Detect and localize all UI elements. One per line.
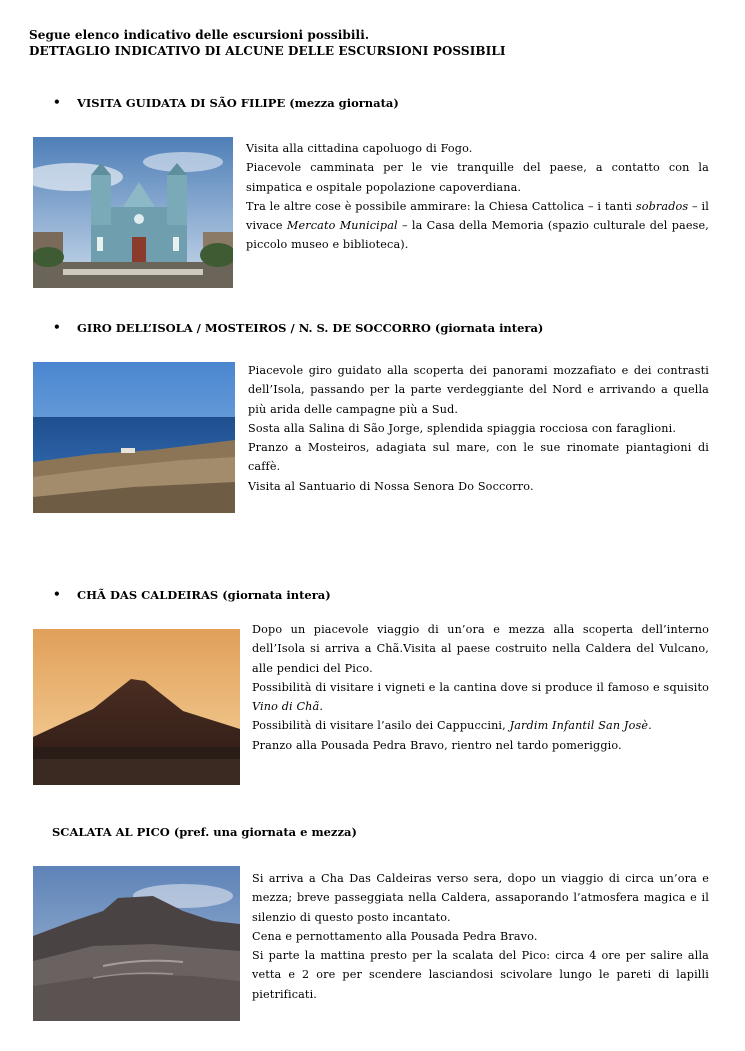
paragraph (252, 716, 709, 735)
text-run: – il vivace (246, 199, 709, 233)
italic-term: Mercato Municipal (286, 219, 398, 233)
paragraph (246, 158, 709, 197)
section-text-cha-das-caldeiras (252, 620, 709, 755)
section-text-giro-isola (248, 361, 709, 496)
paragraph: Pranzo a Mosteiros, adagiata sul mare, con le sue rinomate piantagioni di caffè. (248, 441, 709, 474)
text-run: Pranzo alla Pousada Pedra Bravo, rientro nel tardo pomeriggio. (252, 738, 622, 752)
paragraph: Sosta alla Salina di São Jorge, splendida spiaggia rocciosa con faraglioni. (248, 421, 677, 435)
bullet-3: • (53, 587, 61, 601)
paragraph: Piacevole giro guidato alla scoperta dei panorami mozzafiato e dei contrasti dell’Isola, passando per la parte verdeggiante del Nord e arrivando a quella più arida delle campagne più a Sud. (248, 364, 709, 416)
photo-coast-mosteiros (33, 362, 235, 513)
text-run: . (648, 719, 652, 733)
text-run: Dopo un piacevole viaggio di un’ora e mezza alla scoperta dell’interno dell’Isola si arriva a Chã.Visita al paese costruito nella Caldera del Vulcano, alle pendici del Pico. (252, 623, 709, 675)
text-run: Possibilità di visitare l’asilo dei Cappuccini, (252, 719, 510, 733)
section-title-sao-filipe: VISITA GUIDATA DI SÃO FILIPE (mezza giornata) (77, 96, 399, 110)
paragraph: Cena e pernottamento alla Pousada Pedra Bravo. (252, 929, 538, 943)
header-line-1: Segue elenco indicativo delle escursioni possibili. (29, 28, 370, 42)
text-run: Piacevole camminata per le vie tranquille del paese, a contatto con la simpatica e ospitale popolazione capoverdiana. (246, 161, 709, 194)
paragraph: Si arriva a Cha Das Caldeiras verso sera, dopo un viaggio di circa un’ora e mezza; breve passeggiata nella Caldera, assaporando l’atmosfera magica e il silenzio di questo posto incantato. (252, 872, 709, 924)
paragraph: Si parte la mattina presto per la scalata del Pico: circa 4 ore per salire alla vetta e 2 ore per scendere lasciandosi scivolare lungo le pareti di lapilli pietrificati. (252, 949, 709, 1001)
paragraph (246, 197, 709, 255)
section-title-cha-das-caldeiras: CHÃ DAS CALDEIRAS (giornata intera) (77, 588, 331, 602)
paragraph (252, 736, 709, 755)
photo-pico-volcano-sunset (33, 629, 240, 785)
text-run: – la Casa della Memoria (spazio culturale del paese, piccolo museo e biblioteca). (246, 219, 709, 252)
text-run: Tra le altre cose è possibile ammirare: la Chiesa Cattolica – i tanti (246, 199, 636, 213)
section-title-scalata-pico: SCALATA AL PICO (pref. una giornata e mezza) (52, 825, 357, 839)
text-run: . (319, 700, 324, 714)
paragraph: Visita al Santuario di Nossa Senora Do Soccorro. (248, 479, 534, 493)
bullet-2: • (53, 320, 61, 334)
photo-pico-slope (33, 866, 240, 1021)
italic-term: Vino di Chã (252, 700, 320, 714)
header-line-2: DETTAGLIO INDICATIVO DI ALCUNE DELLE ESCURSIONI POSSIBILI (29, 44, 506, 58)
text-run: Possibilità di visitare i vigneti e la cantina dove si produce il famoso e squisito (252, 680, 709, 694)
photo-church-sao-filipe (33, 137, 233, 288)
section-title-giro-isola: GIRO DELL’ISOLA / MOSTEIROS / N. S. DE SOCCORRO (giornata intera) (77, 321, 544, 335)
italic-term: Jardim Infantil San Josè (509, 719, 649, 733)
section-text-sao-filipe (246, 139, 709, 255)
paragraph (252, 620, 709, 678)
paragraph (246, 139, 709, 158)
italic-term: sobrados (635, 199, 689, 213)
bullet-1: • (53, 95, 61, 109)
text-run: Visita alla cittadina capoluogo di Fogo. (246, 142, 473, 155)
section-text-scalata-pico (252, 869, 709, 1004)
paragraph (252, 678, 709, 717)
